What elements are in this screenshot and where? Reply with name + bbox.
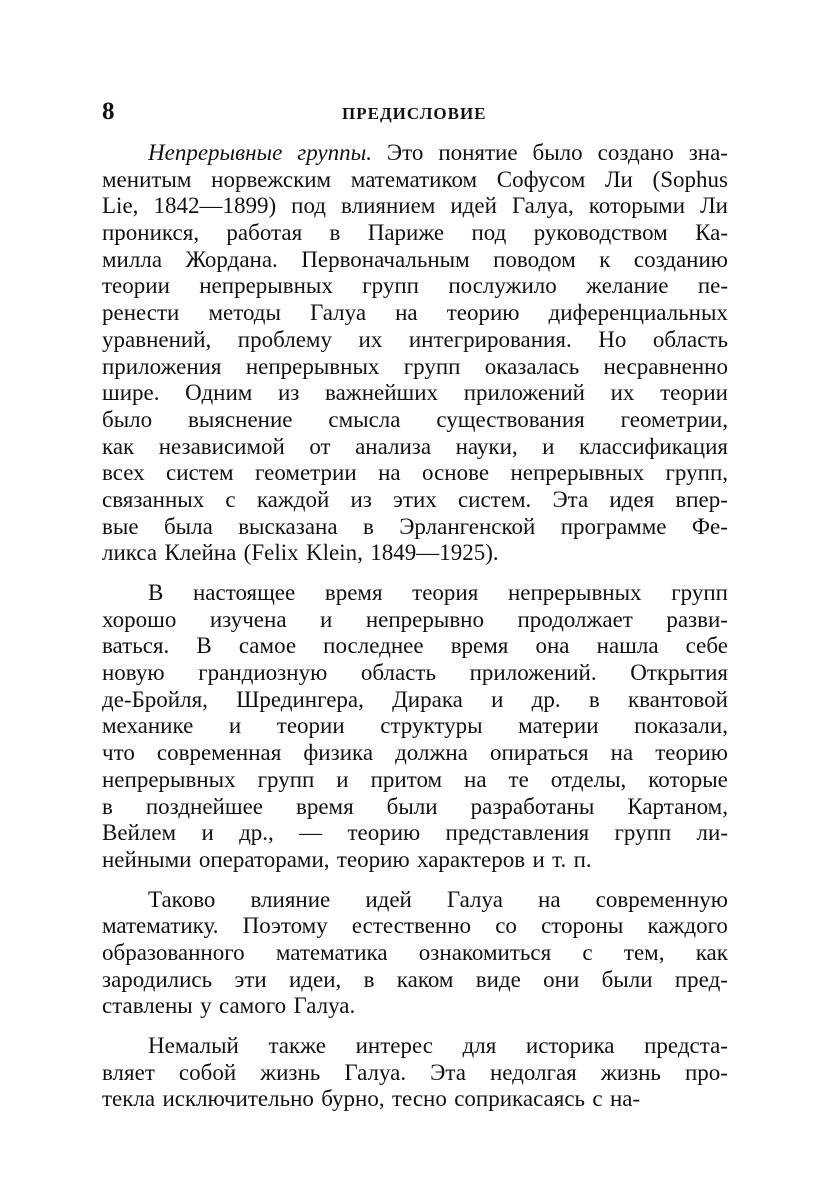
text-line: Lie, 1842—1899) под влиянием идей Галуа, которыми Ли <box>102 193 728 219</box>
text-line: Вейлем и др., — теорию представления групп ли- <box>102 820 728 846</box>
text-line: проникся, работая в Париже под руководством Ка- <box>102 220 728 246</box>
text-line: в позднейшее время были разработаны Картаном, <box>102 793 728 819</box>
text-line: непрерывных групп и притом на те отделы, которые <box>102 766 728 792</box>
text-line: вляет собой жизнь Галуа. Эта недолгая жизнь про- <box>102 1059 728 1085</box>
paragraph <box>102 887 728 1020</box>
text-line: образованного математика ознакомиться с тем, как <box>102 939 728 965</box>
text-line: ваться. В самое последнее время она нашла себе <box>102 633 728 659</box>
text-line: механике и теории структуры материи показали, <box>102 713 728 739</box>
text-line: было выяснение смысла существования геометрии, <box>102 406 728 432</box>
paragraph <box>102 580 728 874</box>
text-line: новую грандиозную область приложений. Открытия <box>102 660 728 686</box>
text-line: де-Бройля, Шредингера, Дирака и др. в квантовой <box>102 686 728 712</box>
text-line: текла исключительно бурно, тесно соприкасаясь с на- <box>102 1086 641 1112</box>
text-line: ставлены у самого Галуа. <box>102 993 356 1019</box>
text-line: ренести методы Галуа на теорию диференциальных <box>102 300 728 326</box>
running-head-title: ПРЕДИСЛОВИЕ <box>342 104 487 123</box>
text-line: менитым норвежским математиком Софусом Ли (Sophus <box>102 166 728 192</box>
text-line: уравнений, проблему их интегрирования. Но область <box>102 326 728 352</box>
text-line: хорошо изучена и непрерывно продолжает разви- <box>102 606 728 632</box>
text-line: Непрерывные группы. Это понятие было создано зна- <box>148 140 728 165</box>
text-line: Таково влияние идей Галуа на современную <box>148 886 728 912</box>
text-line: В настоящее время теория непрерывных групп <box>148 580 728 605</box>
book-page <box>102 92 728 1113</box>
text-line: что современная физика должна опираться на теорию <box>102 740 728 766</box>
text-line: вые была высказана в Эрлангенской программе Фе- <box>102 513 728 539</box>
paragraph <box>102 1033 728 1113</box>
text-line: как независимой от анализа науки, и классификация <box>102 433 728 459</box>
paragraph-gap <box>102 874 728 887</box>
text-line: приложения непрерывных групп оказалась несравненно <box>102 353 728 379</box>
text-line: связанных с каждой из этих систем. Эта идея впер- <box>102 486 728 512</box>
text-line: шире. Одним из важнейших приложений их теории <box>102 380 728 406</box>
running-head <box>102 92 728 132</box>
text-line: Немалый также интерес для историка предста- <box>148 1033 728 1058</box>
text-line: ликса Клейна (Felix Klein, 1849—1925). <box>102 540 499 566</box>
text-line: зародились эти идеи, в каком виде они были пред- <box>102 966 728 992</box>
paragraph-gap <box>102 567 728 580</box>
paragraph <box>102 140 728 567</box>
text-line: теории непрерывных групп послужило желание пе- <box>102 273 728 299</box>
page-number: 8 <box>102 98 115 125</box>
text-line: нейными операторами, теорию характеров и т. п. <box>102 846 592 872</box>
text-line: математику. Поэтому естественно со стороны каждого <box>102 913 728 939</box>
paragraph-gap <box>102 1020 728 1033</box>
text-line: милла Жордана. Первоначальным поводом к созданию <box>102 246 728 272</box>
text-line: всех систем геометрии на основе непрерывных групп, <box>102 460 728 486</box>
body-text <box>102 140 728 1113</box>
